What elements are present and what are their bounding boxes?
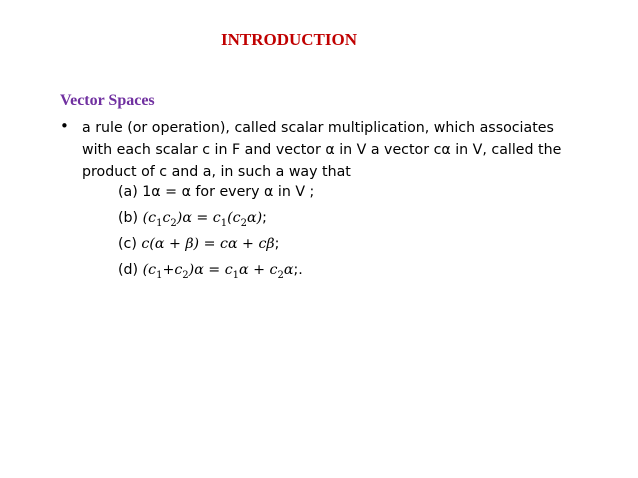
axiom-a bbox=[118, 184, 314, 200]
axiom-c-formula: c(α + β) = cα + cβ bbox=[141, 236, 275, 252]
axiom-d-end: ;. bbox=[293, 262, 303, 278]
axiom-c bbox=[118, 236, 279, 252]
axiom-b bbox=[118, 210, 267, 229]
bullet-marker: • bbox=[60, 117, 69, 135]
axiom-d bbox=[118, 262, 303, 281]
axiom-c-end: ; bbox=[274, 236, 280, 252]
axiom-d-formula: $(c_1+c_2)\alpha = c_1\alpha + c_2\alpha$ bbox=[142, 262, 294, 281]
bullet-line-1: a rule (or operation), called scalar multiplication, which associates bbox=[82, 120, 554, 136]
bullet-line-3: product of c and a, in such a way that bbox=[82, 164, 351, 180]
bullet-line-2: with each scalar c in F and vector α in V a vector cα in V, called the bbox=[82, 142, 562, 158]
axiom-a-text: 1α = α for every α in V ; bbox=[142, 184, 315, 200]
axiom-a-label: (a) bbox=[118, 184, 138, 200]
axiom-d-label: (d) bbox=[118, 262, 139, 278]
slide-title: INTRODUCTION bbox=[220, 30, 358, 49]
axiom-b-label: (b) bbox=[118, 210, 139, 226]
bullet-text bbox=[82, 117, 582, 183]
section-heading: Vector Spaces bbox=[60, 92, 155, 109]
axiom-c-label: (c) bbox=[118, 236, 137, 252]
axiom-b-formula: $(c_1c_2)\alpha = c_1(c_2\alpha)$ bbox=[142, 210, 263, 229]
axiom-b-end: ; bbox=[262, 210, 267, 226]
